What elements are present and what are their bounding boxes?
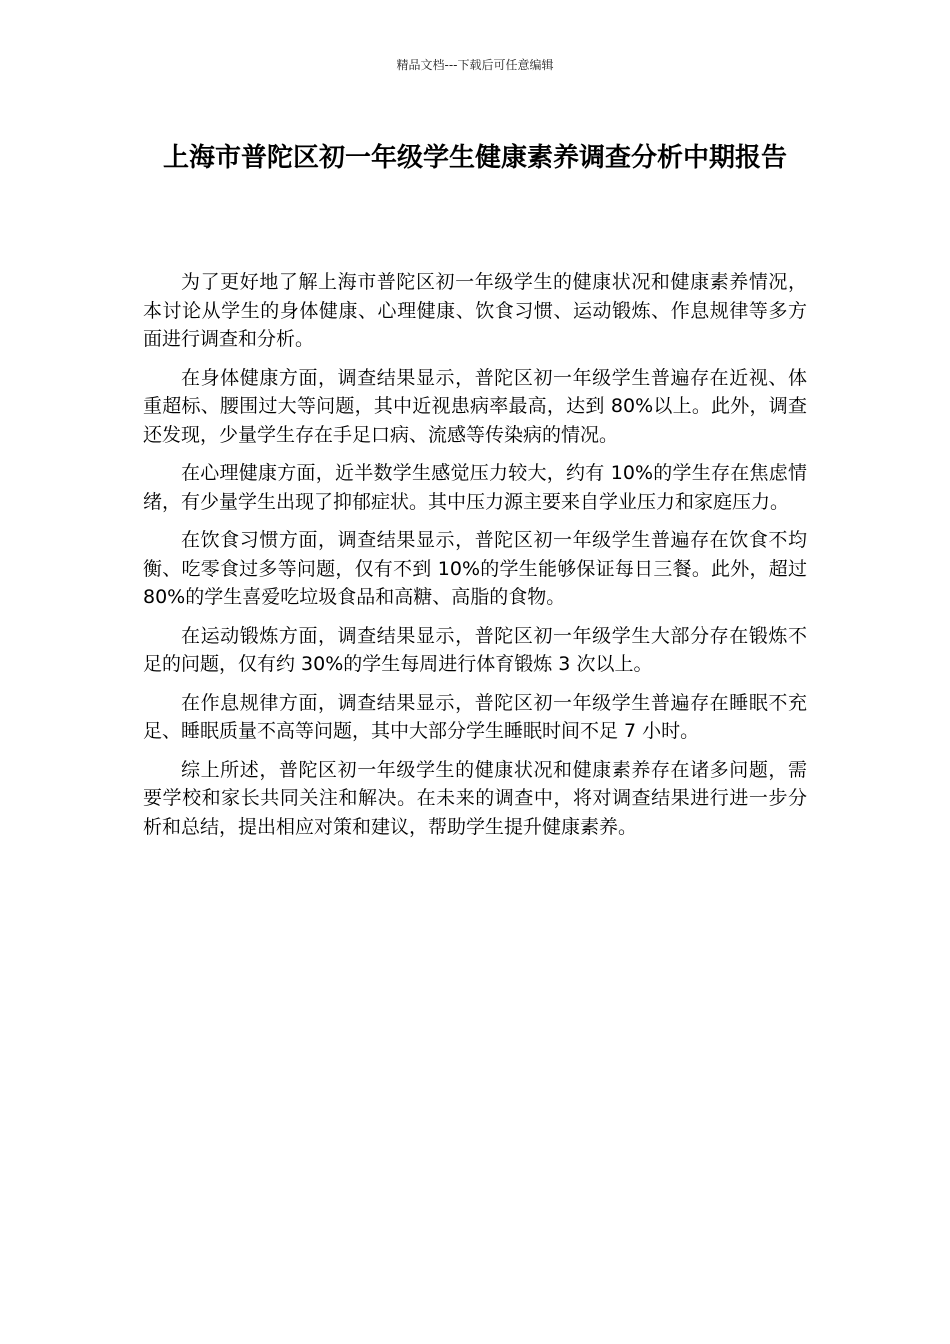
paragraph-diet: 在饮食习惯方面，调查结果显示，普陀区初一年级学生普遍存在饮食不均衡、吃零食过多等问题，仅有不到 10%的学生能够保证每日三餐。此外，超过 80%的学生喜爱吃垃圾食品和高糖、高脂的食物。	[143, 529, 807, 608]
paragraph-mental-health: 在心理健康方面，近半数学生感觉压力较大，约有 10%的学生存在焦虑情绪，有少量学生出现了抑郁症状。其中压力源主要来自学业压力和家庭压力。	[143, 462, 807, 513]
paragraph-exercise: 在运动锻炼方面，调查结果显示，普陀区初一年级学生大部分存在锻炼不足的问题，仅有约 30%的学生每周进行体育锻炼 3 次以上。	[143, 624, 807, 675]
paragraph-intro: 为了更好地了解上海市普陀区初一年级学生的健康状况和健康素养情况，本讨论从学生的身体健康、心理健康、饮食习惯、运动锻炼、作息规律等多方面进行调查和分析。	[143, 271, 807, 350]
header-note: 精品文档---下载后可任意编辑	[396, 58, 554, 72]
document-body	[143, 268, 807, 851]
paragraph-conclusion: 综上所述，普陀区初一年级学生的健康状况和健康素养存在诸多问题，需要学校和家长共同关注和解决。在未来的调查中，将对调查结果进行进一步分析和总结，提出相应对策和建议，帮助学生提升健康素养。	[143, 758, 807, 838]
document-title: 上海市普陀区初一年级学生健康素养调查分析中期报告	[162, 143, 787, 173]
paragraph-physical-health: 在身体健康方面，调查结果显示，普陀区初一年级学生普遍存在近视、体重超标、腰围过大等问题，其中近视患病率最高，达到 80%以上。此外，调查还发现，少量学生存在手足口病、流感等传染病的情况。	[143, 366, 807, 446]
paragraph-sleep: 在作息规律方面，调查结果显示，普陀区初一年级学生普遍存在睡眠不充足、睡眠质量不高等问题，其中大部分学生睡眠时间不足 7 小时。	[143, 691, 807, 742]
